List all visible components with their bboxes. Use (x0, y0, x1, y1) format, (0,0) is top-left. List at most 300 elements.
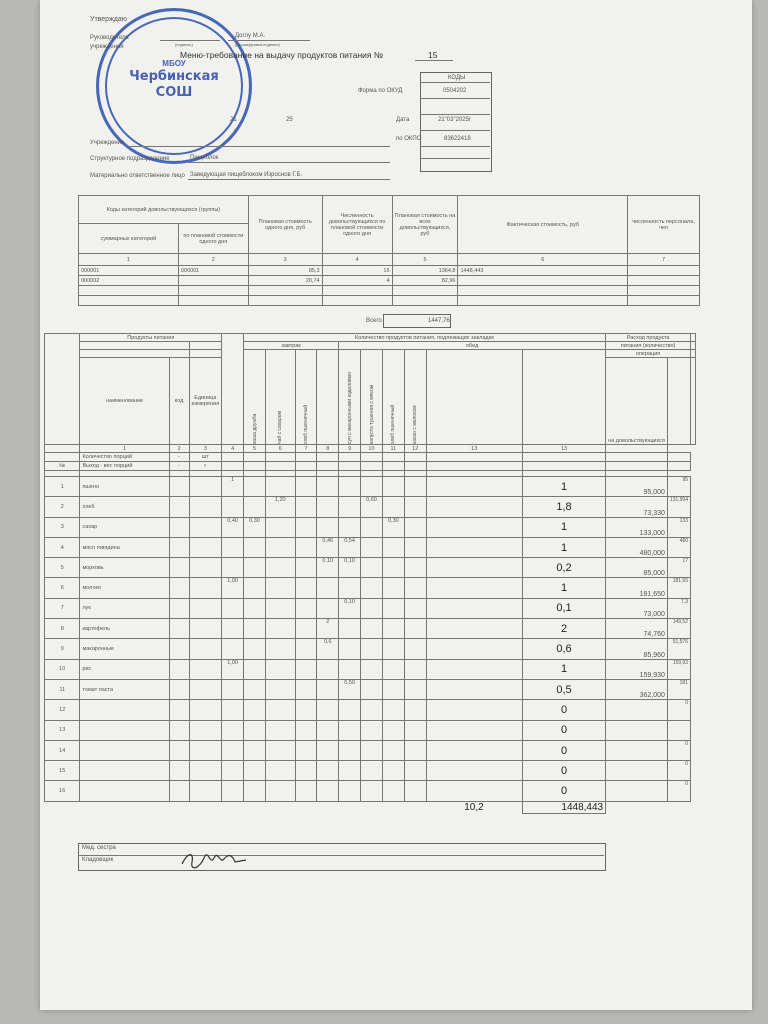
col-number: 9 (339, 445, 361, 453)
unit-value: Пищеблок (190, 155, 219, 161)
row-number: 9 (45, 639, 80, 659)
qty-cell (426, 619, 522, 639)
qty-cell (382, 477, 404, 497)
qty-cell (265, 781, 295, 801)
qty-cell (295, 517, 317, 537)
stamp-line-0: МБОУ (162, 59, 186, 68)
row-number: 14 (45, 740, 80, 760)
qty-cell (339, 659, 361, 679)
top-cell: 85,3 (248, 266, 322, 276)
qty-cell (426, 477, 522, 497)
qty-cell (295, 537, 317, 557)
row-sum: 133 (667, 517, 690, 537)
row-price (606, 720, 668, 740)
qty-cell: 0,10 (339, 558, 361, 578)
row-sum: 0 (667, 700, 690, 720)
top-col-number: 6 (458, 254, 628, 266)
qty-cell (244, 537, 266, 557)
head-sign-caption: (подпись) (175, 42, 193, 47)
row-price: 73,000 (606, 598, 668, 618)
product-name: пшено (80, 477, 169, 497)
blank (667, 453, 690, 462)
blank (45, 801, 80, 813)
product-name (80, 700, 169, 720)
portions-dash: - (169, 453, 189, 462)
dish-header: капуста тушеная с мясом (361, 350, 383, 445)
blank (265, 801, 295, 813)
col-number: 4 (222, 445, 244, 453)
th-for: на довольствующихся (606, 358, 668, 445)
row-sum: 131,994 (667, 497, 690, 517)
qty-cell (265, 700, 295, 720)
qty-cell: 0,40 (222, 517, 244, 537)
blank (382, 801, 404, 813)
category-table (78, 195, 700, 306)
okud-label: Форма по ОКУД (358, 88, 403, 94)
qty-cell (265, 761, 295, 781)
blank (169, 619, 189, 639)
blank (80, 350, 189, 358)
qty-cell (222, 639, 244, 659)
top-cell: 82,96 (392, 276, 458, 286)
qty-cell (265, 659, 295, 679)
th-codes: Коды категорий довольствующихся (группы) (79, 196, 249, 224)
th-lunch: обед (339, 342, 606, 350)
qty-cell (265, 619, 295, 639)
blank (426, 462, 522, 471)
qty-cell: 0,30 (382, 517, 404, 537)
document-title: Меню-требование на выдачу продуктов питания № (180, 50, 383, 60)
blank (189, 781, 222, 801)
qty-cell: 0,46 (317, 537, 339, 557)
product-name: морковь (80, 558, 169, 578)
qty-cell (404, 781, 426, 801)
blank (189, 639, 222, 659)
qty-cell (361, 781, 383, 801)
row-number: 2 (45, 497, 80, 517)
total-label: Всего (366, 318, 382, 324)
blank (169, 801, 189, 813)
qty-cell (382, 781, 404, 801)
blank (45, 453, 80, 462)
qty-cell (244, 740, 266, 760)
blank (189, 578, 222, 598)
qty-cell (244, 497, 266, 517)
th-name: наименование (80, 358, 169, 445)
blank (169, 639, 189, 659)
row-number: 15 (45, 761, 80, 781)
top-cell: 16 (322, 266, 392, 276)
blank (169, 659, 189, 679)
qty-cell (265, 578, 295, 598)
top-cell (628, 276, 700, 286)
qty-cell (361, 578, 383, 598)
qty-cell (382, 598, 404, 618)
qty-cell (382, 578, 404, 598)
qty-cell (265, 720, 295, 740)
dish-header: какао с молоком (404, 350, 426, 445)
top-col-number: 1 (79, 254, 179, 266)
blank (606, 801, 668, 813)
qty-cell (361, 679, 383, 699)
qty-cell (382, 679, 404, 699)
qty-cell (295, 477, 317, 497)
row-qty: 0,2 (522, 558, 605, 578)
qty-cell (222, 740, 244, 760)
row-sum (667, 720, 690, 740)
qty-cell (295, 558, 317, 578)
row-price: 181,650 (606, 578, 668, 598)
qty-cell (426, 679, 522, 699)
qty-cell (244, 700, 266, 720)
row-price (606, 700, 668, 720)
th-cost: Плановая стоимость одного дня, руб (248, 196, 322, 254)
row-price (606, 781, 668, 801)
blank (189, 761, 222, 781)
qty-cell (265, 679, 295, 699)
qty-cell (295, 497, 317, 517)
row-qty: 2 (522, 619, 605, 639)
qty-cell (426, 639, 522, 659)
blank (404, 453, 426, 462)
row-price (606, 740, 668, 760)
dish-header: чай с сахаром (265, 350, 295, 445)
qty-cell (426, 659, 522, 679)
blank (189, 477, 222, 497)
qty-cell (361, 517, 383, 537)
blank (169, 720, 189, 740)
product-name: мясо говядина (80, 537, 169, 557)
approve-label: Утверждаю (90, 16, 127, 23)
blank (339, 462, 361, 471)
blank (189, 497, 222, 517)
qty-cell (361, 700, 383, 720)
qty-cell (339, 517, 361, 537)
row-number: 8 (45, 619, 80, 639)
row-sum: 95 (667, 477, 690, 497)
qty-cell (317, 720, 339, 740)
row-number: 7 (45, 598, 80, 618)
col-number: 13 (426, 445, 522, 453)
resp-value: Заведующая пищеблоком Изроснов Г.Б. (190, 172, 303, 178)
qty-cell (361, 740, 383, 760)
top-cell (178, 276, 248, 286)
storekeeper-label: Кладовщик (82, 857, 114, 863)
qty-cell (317, 497, 339, 517)
dish-header: хлеб пшеничный (382, 350, 404, 445)
qty-cell (295, 598, 317, 618)
row-number: 5 (45, 558, 80, 578)
blank (222, 801, 244, 813)
blank (339, 801, 361, 813)
qty-cell (265, 558, 295, 578)
qty-cell (317, 740, 339, 760)
qty-cell (361, 558, 383, 578)
row-qty: 1 (522, 578, 605, 598)
document-sheet (40, 0, 752, 1010)
qty-cell (317, 578, 339, 598)
total-value: 1447,76 (428, 318, 450, 324)
th-breakfast: завтрак (244, 342, 339, 350)
blank (169, 537, 189, 557)
dish-header: каша дружба (244, 350, 266, 445)
qty-cell (404, 659, 426, 679)
stamp-line-1: Чербинская (129, 69, 219, 84)
qty-cell (244, 781, 266, 801)
qty-cell (265, 598, 295, 618)
row-price (606, 761, 668, 781)
row-qty: 0 (522, 740, 605, 760)
product-name (80, 720, 169, 740)
qty-cell (295, 619, 317, 639)
blank (691, 334, 696, 342)
qty-cell: 0,10 (339, 598, 361, 618)
qty-cell (317, 598, 339, 618)
row-price: 95,000 (606, 477, 668, 497)
qty-cell (426, 761, 522, 781)
th-qty: Количество продуктов питания, подлежащих закладке (244, 334, 606, 342)
th-plancost: Плановая стоимость на всех довольствующихся, руб (392, 196, 458, 254)
product-name: сахар (80, 517, 169, 537)
date-year: 25 (286, 117, 293, 123)
qty-cell (295, 781, 317, 801)
product-name (80, 740, 169, 760)
qty-cell (295, 761, 317, 781)
qty-cell (244, 477, 266, 497)
blank (189, 558, 222, 578)
row-qty: 1 (522, 517, 605, 537)
blank (691, 350, 696, 358)
blank (244, 453, 266, 462)
row-qty: 1 (522, 477, 605, 497)
qty-cell (361, 477, 383, 497)
blank (404, 801, 426, 813)
blank (189, 720, 222, 740)
row-number: 3 (45, 517, 80, 537)
row-sum: 159,93 (667, 659, 690, 679)
qty-cell (222, 619, 244, 639)
blank (426, 453, 522, 462)
qty-cell (382, 558, 404, 578)
qty-cell (222, 700, 244, 720)
col-number: 5 (244, 445, 266, 453)
blank (169, 679, 189, 699)
head-name: Доглу М.А. (235, 33, 266, 39)
blank (522, 462, 605, 471)
top-col-number: 4 (322, 254, 392, 266)
th-count: Численность довольствующихся по плановой стоимости одного дня (322, 196, 392, 254)
blank (189, 700, 222, 720)
qty-cell (222, 497, 244, 517)
blank (189, 342, 222, 350)
qty-cell (426, 720, 522, 740)
qty-cell (244, 578, 266, 598)
qty-cell: 0,30 (244, 517, 266, 537)
col-number: 12 (404, 445, 426, 453)
top-col-number: 3 (248, 254, 322, 266)
qty-cell (361, 761, 383, 781)
blank (339, 453, 361, 462)
th-products: Продукты питания (80, 334, 222, 342)
qty-cell (339, 781, 361, 801)
blank (606, 462, 668, 471)
dish-header: суп с макаронными изделиями (339, 350, 361, 445)
qty-cell (361, 598, 383, 618)
yield-unit: г (189, 462, 222, 471)
row-price: 362,000 (606, 679, 668, 699)
dish-header (522, 350, 605, 445)
qty-cell (426, 740, 522, 760)
qty-cell: 1,00 (222, 659, 244, 679)
qty-cell (265, 517, 295, 537)
blank (361, 462, 383, 471)
qty-cell (244, 598, 266, 618)
dish-header: хлеб пшеничный (295, 350, 317, 445)
date-label: Дата (396, 117, 410, 123)
row-qty: 1 (522, 659, 605, 679)
qty-cell (222, 720, 244, 740)
qty-cell (317, 761, 339, 781)
date-day: 21 (230, 117, 237, 123)
unit-label: Структурное подразделение (90, 156, 170, 162)
blank (667, 358, 690, 445)
row-qty: 0 (522, 761, 605, 781)
th-fact: Фактическая стоимость, руб (458, 196, 628, 254)
qty-cell (404, 578, 426, 598)
blank (522, 453, 605, 462)
row-number: 11 (45, 679, 80, 699)
qty-cell (361, 720, 383, 740)
qty-cell: 1,00 (222, 578, 244, 598)
blank (169, 781, 189, 801)
th-no: № (45, 462, 80, 471)
qty-cell: 0,10 (317, 558, 339, 578)
qty-cell (222, 598, 244, 618)
qty-cell (404, 619, 426, 639)
qty-cell (382, 700, 404, 720)
top-cell: 000002 (79, 276, 179, 286)
qty-cell (244, 720, 266, 740)
col-number: 13 (522, 445, 605, 453)
institution-label: Учреждение (90, 140, 125, 146)
blank (169, 761, 189, 781)
qty-cell (317, 517, 339, 537)
top-cell (458, 276, 628, 286)
resp-label: Материально ответственное лицо (90, 173, 185, 179)
blank (189, 350, 222, 358)
row-qty: 0 (522, 720, 605, 740)
row-sum: 181 (667, 679, 690, 699)
qty-cell (404, 679, 426, 699)
okpo-label: по ОКПО (396, 136, 422, 142)
qty-cell (404, 740, 426, 760)
col-number: 10 (361, 445, 383, 453)
qty-cell (339, 619, 361, 639)
col-number: 6 (265, 445, 295, 453)
blank (189, 619, 222, 639)
products-table (44, 333, 696, 814)
qty-cell (382, 761, 404, 781)
portions-unit: шт (189, 453, 222, 462)
product-name: макаронные (80, 639, 169, 659)
qty-cell (426, 517, 522, 537)
row-sum: 0 (667, 761, 690, 781)
qty-cell (404, 761, 426, 781)
row-sum: 0 (667, 781, 690, 801)
qty-cell (426, 497, 522, 517)
qty-cell (317, 477, 339, 497)
qty-cell (404, 558, 426, 578)
blank (222, 453, 244, 462)
qty-cell (404, 537, 426, 557)
qty-cell (382, 639, 404, 659)
okud-value: 0504202 (443, 88, 467, 94)
th-expense: Расход продукта (606, 334, 691, 342)
qty-cell: 1,20 (265, 497, 295, 517)
product-name: картофель (80, 619, 169, 639)
total-qty: 10,2 (426, 801, 522, 813)
col-number: 8 (317, 445, 339, 453)
qty-cell (426, 558, 522, 578)
qty-cell: 1 (222, 477, 244, 497)
blank (667, 462, 690, 471)
qty-cell (361, 639, 383, 659)
total-sum: 1448,443 (522, 801, 605, 813)
th-expense2: питания (количество) (606, 342, 691, 350)
qty-cell (339, 761, 361, 781)
qty-cell (265, 740, 295, 760)
qty-cell (317, 679, 339, 699)
blank (382, 462, 404, 471)
product-name (80, 781, 169, 801)
blank (169, 497, 189, 517)
blank (222, 334, 244, 445)
row-sum: 17 (667, 558, 690, 578)
qty-cell (295, 740, 317, 760)
blank (691, 358, 696, 445)
row-qty: 1 (522, 537, 605, 557)
qty-cell (339, 720, 361, 740)
blank (189, 740, 222, 760)
row-sum: 480 (667, 537, 690, 557)
qty-cell (244, 558, 266, 578)
storekeeper-signature (180, 850, 250, 872)
blank (189, 537, 222, 557)
qty-cell (361, 659, 383, 679)
th-code: код (169, 358, 189, 445)
row-sum: 181,65 (667, 578, 690, 598)
col-number: 2 (169, 445, 189, 453)
th-sum: суммарных категорий (79, 224, 179, 254)
portions-label: Количество порций (80, 453, 169, 462)
row-price: 73,330 (606, 497, 668, 517)
product-name: хлеб (80, 497, 169, 517)
blank (189, 679, 222, 699)
blank (45, 445, 80, 453)
row-qty: 0 (522, 700, 605, 720)
qty-cell (339, 497, 361, 517)
qty-cell (404, 639, 426, 659)
row-number: 13 (45, 720, 80, 740)
qty-cell (244, 619, 266, 639)
qty-cell (244, 761, 266, 781)
qty-cell (404, 720, 426, 740)
blank (295, 801, 317, 813)
blank (80, 342, 189, 350)
blank (606, 453, 668, 462)
dish-header (317, 350, 339, 445)
row-sum: 51,576 (667, 639, 690, 659)
